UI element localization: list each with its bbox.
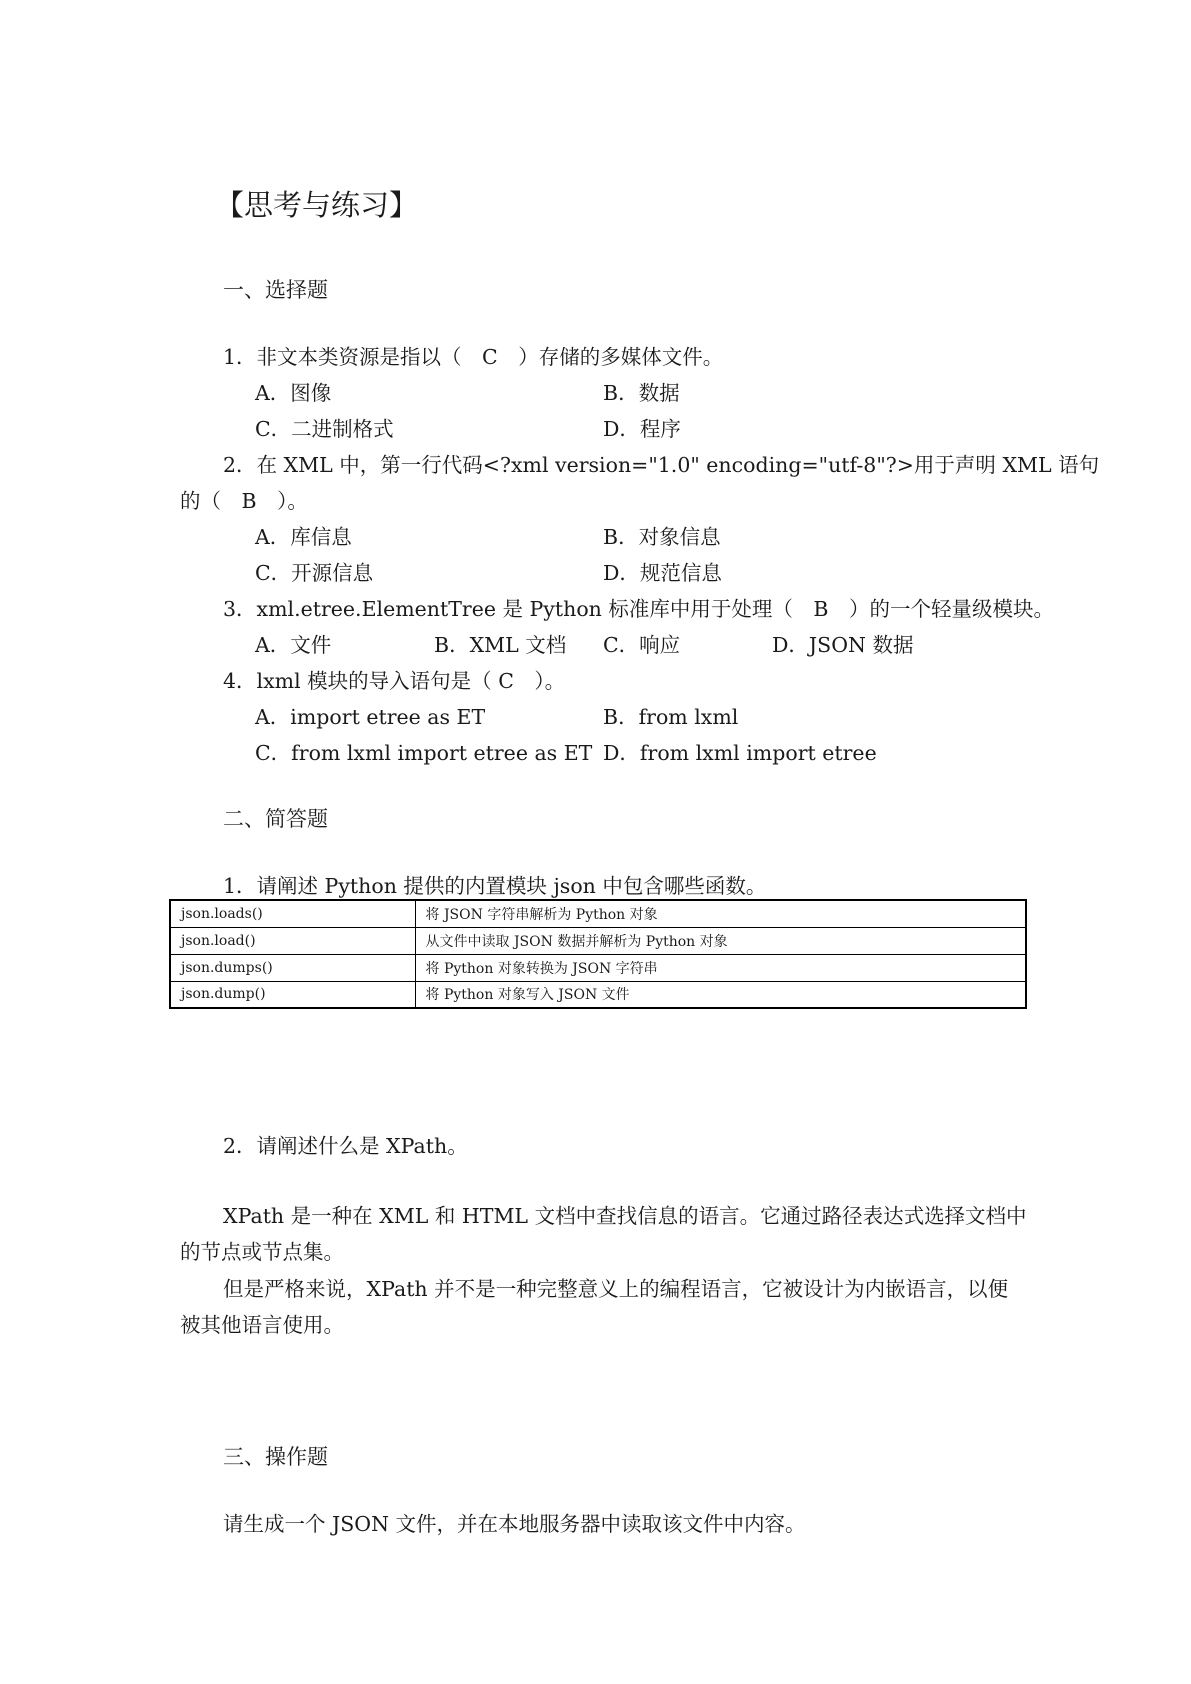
question-4-stem: 4．lxml 模块的导入语句是（ C ）。 — [223, 669, 566, 693]
question-1-option-d: D．程序 — [603, 417, 681, 441]
question-1-stem: 1．非文本类资源是指以（ C ）存储的多媒体文件。 — [223, 345, 724, 369]
practice-task: 请生成一个 JSON 文件，并在本地服务器中读取该文件中内容。 — [223, 1512, 806, 1536]
question-2-option-b: B．对象信息 — [603, 525, 721, 549]
short-answer-2-stem: 2．请阐述什么是 XPath。 — [223, 1134, 468, 1158]
function-description-cell: 将 JSON 字符串解析为 Python 对象 — [415, 900, 1026, 927]
function-description-cell: 将 Python 对象转换为 JSON 字符串 — [415, 954, 1026, 981]
table-row — [170, 981, 1026, 1008]
function-description-cell: 将 Python 对象写入 JSON 文件 — [415, 981, 1026, 1008]
function-name-cell: json.dumps() — [170, 954, 415, 981]
function-name-cell: json.loads() — [170, 900, 415, 927]
section-heading-practice: 三、操作题 — [223, 1445, 328, 1469]
page-title: 【思考与练习】 — [215, 188, 419, 222]
function-name-cell: json.load() — [170, 927, 415, 954]
answer-paragraph-1-line1: XPath 是一种在 XML 和 HTML 文档中查找信息的语言。它通过路径表达式选择文档中 — [223, 1204, 1027, 1228]
answer-paragraph-2-line2: 被其他语言使用。 — [180, 1313, 344, 1337]
question-4-option-d: D．from lxml import etree — [603, 741, 877, 765]
question-2-stem-line2: 的（ B ）。 — [180, 489, 308, 513]
question-1-option-c: C．二进制格式 — [255, 417, 394, 441]
section-heading-choice: 一、选择题 — [223, 278, 328, 302]
table-row — [170, 954, 1026, 981]
question-2-stem-line1: 2．在 XML 中，第一行代码<?xml version="1.0" encoding="utf-8"?>用于声明 XML 语句 — [223, 453, 1100, 477]
question-4-option-b: B．from lxml — [603, 705, 739, 729]
question-2-option-d: D．规范信息 — [603, 561, 722, 585]
question-3-option-c: C．响应 — [603, 633, 681, 657]
answer-paragraph-2-line1: 但是严格来说，XPath 并不是一种完整意义上的编程语言，它被设计为内嵌语言，以便 — [223, 1277, 1009, 1301]
table-row — [170, 927, 1026, 954]
question-3-option-a: A．文件 — [255, 633, 332, 657]
answer-paragraph-1-line2: 的节点或节点集。 — [180, 1240, 344, 1264]
question-2-option-c: C．开源信息 — [255, 561, 374, 585]
function-name-cell: json.dump() — [170, 981, 415, 1008]
question-1-option-a: A．图像 — [255, 381, 332, 405]
question-3-stem: 3．xml.etree.ElementTree 是 Python 标准库中用于处理（ B ）的一个轻量级模块。 — [223, 597, 1054, 621]
question-3-option-d: D．JSON 数据 — [772, 633, 914, 657]
question-4-option-c: C．from lxml import etree as ET — [255, 741, 593, 765]
section-heading-short-answer: 二、简答题 — [223, 807, 328, 831]
question-2-option-a: A．库信息 — [255, 525, 352, 549]
question-4-option-a: A．import etree as ET — [255, 705, 486, 729]
short-answer-1-stem: 1．请阐述 Python 提供的内置模块 json 中包含哪些函数。 — [223, 874, 767, 898]
question-1-option-b: B．数据 — [603, 381, 680, 405]
json-functions-table — [169, 899, 1027, 1009]
function-description-cell: 从文件中读取 JSON 数据并解析为 Python 对象 — [415, 927, 1026, 954]
question-3-option-b: B．XML 文档 — [434, 633, 567, 657]
table-row — [170, 900, 1026, 927]
